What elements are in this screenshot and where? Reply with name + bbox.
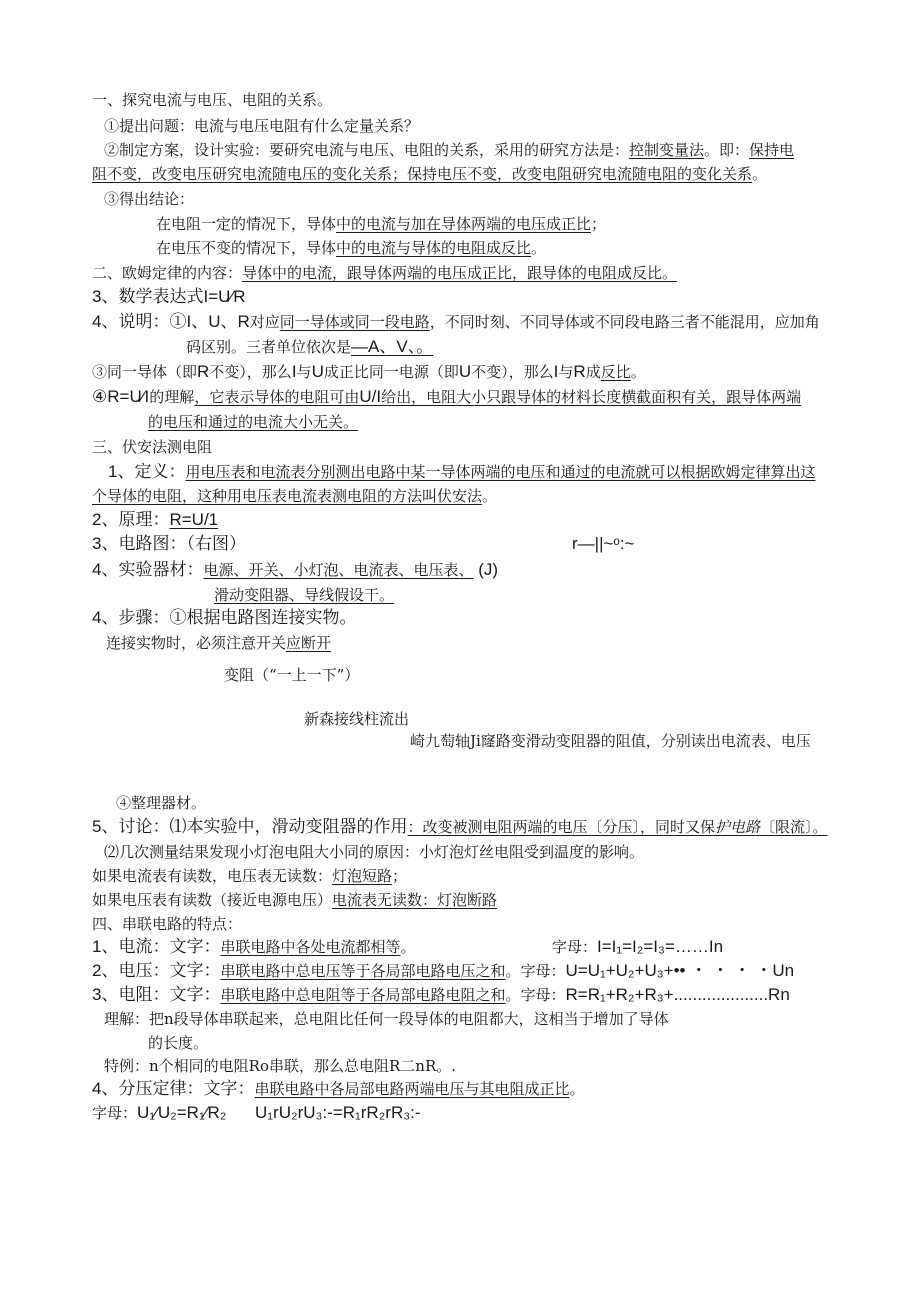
principle-line: 2、原理：R=U/1 — [92, 510, 219, 529]
explanation-line: 4、说明：①I、U、R对应同一导体或同一段电路，不同时刻、不同导体或不同段电路三者不能混用，应加角 — [92, 312, 820, 331]
discussion-line: 5、讨论：⑴本实验中，滑动变阻器的作用：改变被测电阻两端的电压〔分压〕，同时又保护电路〔限流〕。 — [92, 817, 828, 836]
fault-short: 如果电流表有读数，电压表无读数：灯泡短路； — [92, 867, 408, 885]
definition-cont: 个导体的电阻，这种用电压表电流表测电阻的方法叫伏安法。 — [92, 487, 498, 505]
current-rule: 1、电流：文字：串联电路中各处电流都相等。 — [92, 937, 416, 956]
plan-line-cont: 阻不变，改变电压研究电流随电压的变化关系；保持电压不变，改变电阻研究电流随电阻的变化关系。 — [92, 165, 768, 183]
ohm-law-content: 二、欧姆定律的内容：导体中的电流，跟导体两端的电压成正比，跟导体的电阻成反比。 — [92, 264, 678, 282]
voltage-divider-rule: 4、分压定律：文字：串联电路中各局部电路两端电压与其电阻成正比。 — [92, 1079, 585, 1098]
adjust-note: 崎九萄轴Ji窿路变滑动变阻器的阻值，分别读出电流表、电压 — [410, 732, 811, 750]
resistance-understanding: ④R=U⁄I的理解，它表示导体的电阻可由U/I给出，电阻大小只跟导体的材料长度横截面积有关，跟导体两端 — [92, 387, 802, 406]
conclusion-1: 在电阻一定的情况下，导体中的电流与加在导体两端的电压成正比； — [156, 215, 607, 233]
special-case: 特例：n个相同的电阻Ro串联，那么总电阻R二nR。. — [104, 1057, 457, 1075]
question-line: ①提出问题：电流与电压电阻有什么定量关系？ — [104, 117, 420, 135]
steps-line: 4、步骤：①根据电路图连接实物。 — [92, 608, 357, 627]
conclusion-heading: ③得出结论： — [104, 190, 195, 208]
connection-note: 连接实物时，必须注意开关应断开 — [106, 634, 332, 652]
plan-line: ②制定方案，设计实验：要研究电流与电压、电阻的关系，采用的研究方法是：控制变量法。即：保持电 — [104, 141, 795, 159]
circuit-diagram-label: 3、电路图：（右图） — [92, 534, 246, 553]
section-1-title: 一、探究电流与电压、电阻的关系。 — [92, 91, 333, 109]
math-expression: 3、数学表达式I=U⁄R — [92, 287, 246, 306]
voltage-rule: 2、电压：文字：串联电路中总电压等于各局部电路电压之和。字母：U=U₁+U₂+U₃+•• ・ ・ ・ ・Un — [92, 961, 795, 980]
section-3-title: 三、伏安法测电阻 — [92, 438, 213, 456]
explanation-cont: 码区别。三者单位依次是—A、V、。 — [186, 337, 434, 356]
terminal-note: 新森接线柱流出 — [304, 710, 410, 728]
same-conductor-line: ③同一导体（即R不变），那么I与U成正比同一电源（即U不变），那么I与R成反比。 — [92, 362, 646, 381]
series-understanding-cont: 的长度。 — [148, 1034, 209, 1052]
voltage-divider-formula: 字母：U₁⁄U₂=R₁⁄R₂ U₁rU₂rU₃:-=R₁rR₂rR₃:- — [92, 1103, 421, 1122]
equipment-cont: 滑动变阻器、导线假设干。 — [214, 586, 395, 604]
conclusion-2: 在电压不变的情况下，导体中的电流与导体的电阻成反比。 — [156, 239, 547, 257]
resistance-rule: 3、电阻：文字：串联电路中总电阻等于各局部电路电阻之和。字母：R=R₁+R₂+R₃+....................Rn — [92, 985, 790, 1004]
discussion-2: ⑵几次测量结果发现小灯泡电阻大小同的原因：小灯泡灯丝电阻受到温度的影响。 — [104, 843, 645, 861]
rheostat-note: 变阻（“一上一下”） — [224, 666, 360, 684]
fault-open: 如果电压表有读数（接近电源电压）电流表无读数：灯泡断路 — [92, 891, 498, 909]
section-4-title: 四、串联电路的特点： — [92, 915, 243, 933]
resistance-understanding-cont: 的电压和通过的电流大小无关。 — [148, 413, 359, 431]
series-understanding: 理解：把n段导体串联起来，总电阻比任何一段导体的电阻都大，这相当于增加了导体 — [104, 1010, 669, 1028]
definition-line: 1、定义：用电压表和电流表分别测出电路中某一导体两端的电压和通过的电流就可以根据欧姆定律算出这 — [108, 462, 816, 481]
circuit-diagram-glyph: r—||~ᵒ:~ — [572, 534, 635, 553]
tidy-equipment: ④整理器材。 — [116, 794, 207, 812]
equipment-line: 4、实验器材：电源、开关、小灯泡、电流表、电压表、 (J) — [92, 560, 499, 579]
current-formula: 字母：I=I₁=I₂=I₃=……In — [552, 937, 724, 956]
